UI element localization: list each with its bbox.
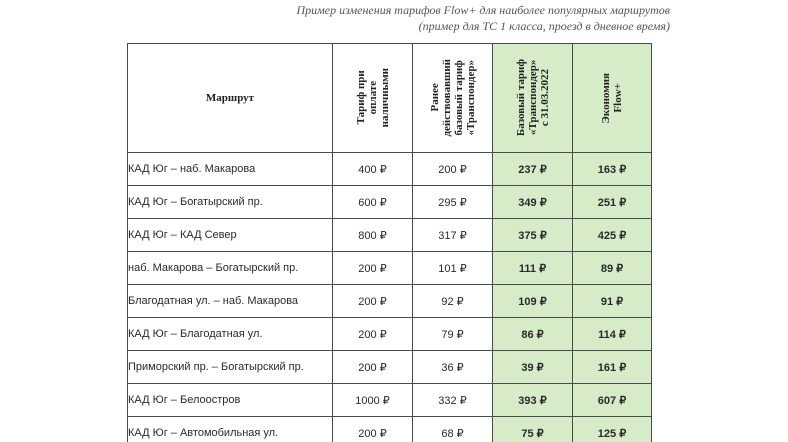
route-cell: КАД Юг – Благодатная ул. — [128, 318, 333, 351]
column-header-base-line: «Транспондер» — [526, 60, 539, 136]
column-header-cash — [333, 44, 413, 153]
savings-cell: 91 ₽ — [573, 285, 652, 318]
route-cell: Приморский пр. – Богатырский пр. — [128, 351, 333, 384]
route-cell: КАД Юг – Белоостров — [128, 384, 333, 417]
column-header-previous — [413, 44, 493, 153]
table-row — [128, 219, 652, 252]
table-row — [128, 186, 652, 219]
column-header-base — [493, 44, 573, 153]
table-row — [128, 153, 652, 186]
base-tariff-cell: 39 ₽ — [493, 351, 573, 384]
previous-tariff-cell: 295 ₽ — [413, 186, 493, 219]
previous-tariff-cell: 200 ₽ — [413, 153, 493, 186]
table-row — [128, 318, 652, 351]
previous-tariff-cell: 317 ₽ — [413, 219, 493, 252]
table-row — [128, 252, 652, 285]
column-header-cash-line: оплате — [366, 81, 379, 115]
column-header-previous-line: действовавший — [440, 59, 453, 137]
cash-tariff-cell: 200 ₽ — [333, 252, 413, 285]
table-row — [128, 417, 652, 442]
savings-cell: 89 ₽ — [573, 252, 652, 285]
base-tariff-cell: 375 ₽ — [493, 219, 573, 252]
column-header-cash-line: наличными — [378, 68, 391, 128]
column-header-savings — [573, 44, 652, 153]
previous-tariff-cell: 68 ₽ — [413, 417, 493, 442]
route-cell: КАД Юг – наб. Макарова — [128, 153, 333, 186]
savings-cell: 125 ₽ — [573, 417, 652, 442]
route-cell: наб. Макарова – Богатырский пр. — [128, 252, 333, 285]
savings-cell: 251 ₽ — [573, 186, 652, 219]
cash-tariff-cell: 400 ₽ — [333, 153, 413, 186]
cash-tariff-cell: 800 ₽ — [333, 219, 413, 252]
table-row — [128, 285, 652, 318]
base-tariff-cell: 109 ₽ — [493, 285, 573, 318]
base-tariff-cell: 237 ₽ — [493, 153, 573, 186]
route-cell: Благодатная ул. – наб. Макарова — [128, 285, 333, 318]
savings-cell: 163 ₽ — [573, 153, 652, 186]
table-row — [128, 384, 652, 417]
table-caption-title: Пример изменения тарифов Flow+ для наиболее популярных маршрутов — [296, 3, 670, 17]
savings-cell: 425 ₽ — [573, 219, 652, 252]
column-header-savings-line: Flow+ — [612, 83, 624, 113]
column-header-cash-line: Тариф при — [354, 70, 367, 126]
base-tariff-cell: 86 ₽ — [493, 318, 573, 351]
column-header-previous-line: базовый тариф — [452, 60, 465, 136]
route-cell: КАД Юг – Богатырский пр. — [128, 186, 333, 219]
table-header-row — [128, 44, 652, 153]
column-header-base-line: Базовый тариф — [514, 59, 527, 137]
previous-tariff-cell: 332 ₽ — [413, 384, 493, 417]
cash-tariff-cell: 1000 ₽ — [333, 384, 413, 417]
table-row — [128, 351, 652, 384]
table-caption-subtitle: (пример для ТС 1 класса, проезд в дневное время) — [418, 19, 670, 33]
previous-tariff-cell: 92 ₽ — [413, 285, 493, 318]
base-tariff-cell: 393 ₽ — [493, 384, 573, 417]
column-header-previous-line: Ранее — [428, 83, 441, 113]
base-tariff-cell: 75 ₽ — [493, 417, 573, 442]
savings-cell: 161 ₽ — [573, 351, 652, 384]
column-header-base-line: с 31.03.2022 — [538, 69, 551, 127]
previous-tariff-cell: 79 ₽ — [413, 318, 493, 351]
column-header-previous-line: «Транспондер» — [464, 60, 477, 136]
previous-tariff-cell: 101 ₽ — [413, 252, 493, 285]
base-tariff-cell: 111 ₽ — [493, 252, 573, 285]
cash-tariff-cell: 200 ₽ — [333, 417, 413, 442]
cash-tariff-cell: 200 ₽ — [333, 318, 413, 351]
column-header-route: Маршрут — [128, 44, 333, 153]
previous-tariff-cell: 36 ₽ — [413, 351, 493, 384]
cash-tariff-cell: 200 ₽ — [333, 351, 413, 384]
cash-tariff-cell: 200 ₽ — [333, 285, 413, 318]
savings-cell: 114 ₽ — [573, 318, 652, 351]
savings-cell: 607 ₽ — [573, 384, 652, 417]
base-tariff-cell: 349 ₽ — [493, 186, 573, 219]
column-header-savings-line: Экономия — [600, 72, 612, 124]
route-cell: КАД Юг – КАД Север — [128, 219, 333, 252]
route-cell: КАД Юг – Автомобильная ул. — [128, 417, 333, 442]
cash-tariff-cell: 600 ₽ — [333, 186, 413, 219]
tariff-table — [127, 43, 652, 442]
